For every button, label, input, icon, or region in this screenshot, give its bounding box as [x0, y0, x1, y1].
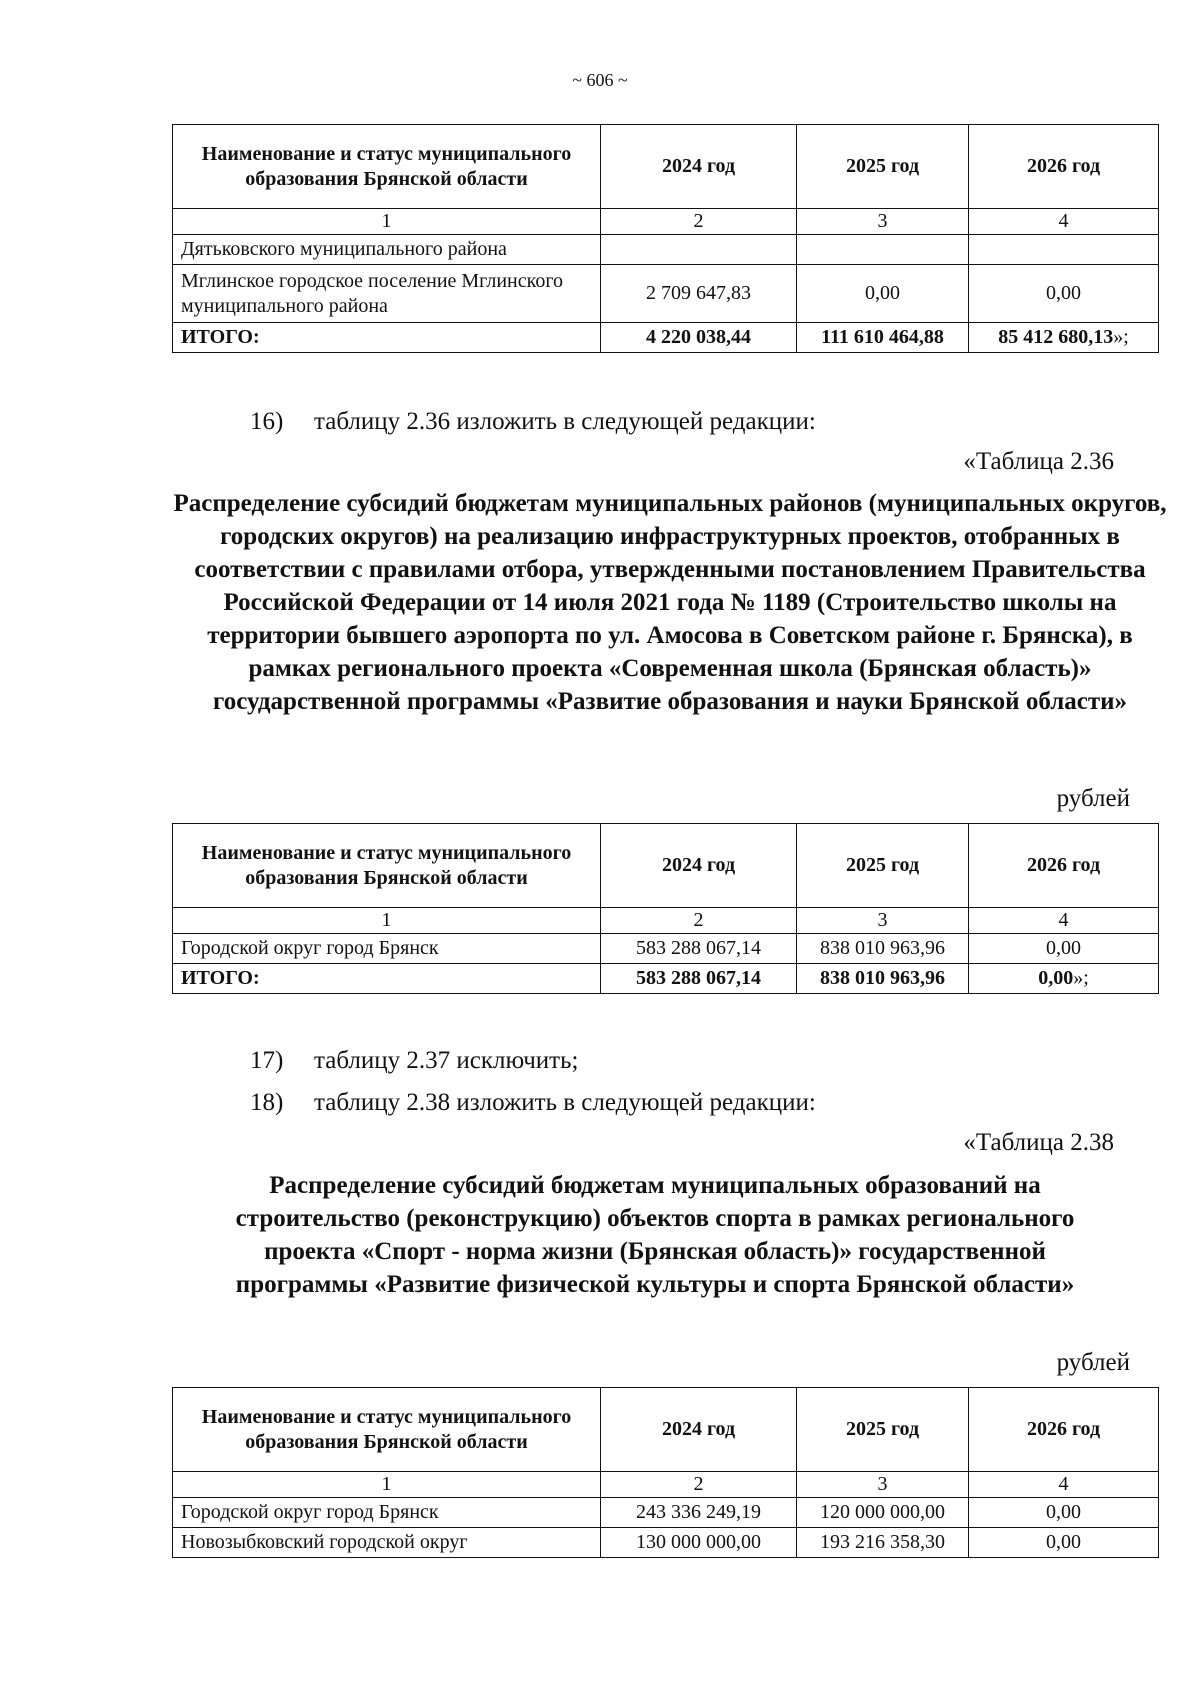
table-2-36-unit: рублей: [1056, 785, 1130, 812]
col-index: 2: [601, 908, 797, 934]
closing-quote: »;: [1113, 326, 1129, 348]
col-index: 2: [601, 209, 797, 235]
table-2-38-heading: Распределение субсидий бюджетам муниципальных образований на строительство (реконструкцию) объектов спорта в рамках регионального проекта «Спорт - норма жизни (Брянская область)» государственной программы «Развитие физической культуры и спорта Брянской области»: [235, 1172, 1075, 1298]
total-label: ИТОГО:: [173, 323, 601, 353]
total-2025: 111 610 464,88: [797, 323, 969, 353]
col-index: 3: [797, 209, 969, 235]
total-2026-value: 0,00: [1038, 967, 1074, 989]
col-index: 4: [969, 209, 1159, 235]
total-2024: 583 288 067,14: [601, 964, 797, 994]
item-16-number: 16): [250, 408, 284, 435]
total-2026-value: 85 412 680,13: [998, 326, 1114, 348]
col-index: 4: [969, 908, 1159, 934]
item-18-text: таблицу 2.38 изложить в следующей редакции:: [314, 1089, 816, 1116]
item-16-text: таблицу 2.36 изложить в следующей редакции:: [314, 408, 816, 435]
col-header-2024: 2024 год: [601, 125, 797, 209]
col-header-2024: 2024 год: [601, 824, 797, 908]
col-header-2024: 2024 год: [601, 1388, 797, 1472]
item-17-text: таблицу 2.37 исключить;: [314, 1047, 579, 1074]
row-value-2026: [969, 235, 1159, 265]
item-17: [250, 1047, 578, 1075]
row-value-2025: [797, 235, 969, 265]
table-2-36-heading: Распределение субсидий бюджетам муниципальных районов (муниципальных округов, городских округов) на реализацию инфраструктурных проектов, отобранных в соответствии с правилами отбора, утвержденными постановлением Правительства Российской Федерации от 14 июля 2021 года № 1189 (Строительство школы на территории бывшего аэропорта по ул. Амосова в Советском районе г. Брянска), в рамках регионального проекта «Современная школа (Брянская область)» государственной программы «Развитие образования и науки Брянской области»: [173, 490, 1167, 715]
row-value-2026: 0,00: [969, 934, 1159, 964]
row-value-2026: 0,00: [969, 1528, 1159, 1558]
table-row: [173, 1528, 1159, 1558]
table-row: [173, 265, 1159, 323]
table-2-38: [172, 1387, 1159, 1558]
table-top-continuation: [172, 124, 1159, 353]
row-name: Городской округ город Брянск: [173, 1498, 601, 1528]
row-value-2025: 193 216 358,30: [797, 1528, 969, 1558]
table-2-38-unit: рублей: [1056, 1349, 1130, 1376]
row-value-2025: 838 010 963,96: [797, 934, 969, 964]
table-row: [173, 235, 1159, 265]
col-index: 1: [173, 209, 601, 235]
col-header-name: Наименование и статус муниципального образования Брянской области: [173, 824, 601, 908]
col-header-2025: 2025 год: [797, 824, 969, 908]
row-value-2026: 0,00: [969, 265, 1159, 323]
page-number: ~ 606 ~: [572, 70, 628, 90]
col-header-name: Наименование и статус муниципального образования Брянской области: [173, 1388, 601, 1472]
total-2024: 4 220 038,44: [601, 323, 797, 353]
col-header-2025: 2025 год: [797, 1388, 969, 1472]
row-value-2024: 583 288 067,14: [601, 934, 797, 964]
row-value-2026: 0,00: [969, 1498, 1159, 1528]
col-index: 4: [969, 1472, 1159, 1498]
total-2025: 838 010 963,96: [797, 964, 969, 994]
row-value-2024: 2 709 647,83: [601, 265, 797, 323]
row-name: Новозыбковский городской округ: [173, 1528, 601, 1558]
col-index: 3: [797, 908, 969, 934]
total-label: ИТОГО:: [173, 964, 601, 994]
col-index: 1: [173, 1472, 601, 1498]
closing-quote: »;: [1073, 967, 1089, 989]
total-2026: [969, 964, 1159, 994]
item-18-number: 18): [250, 1089, 284, 1116]
col-header-2025: 2025 год: [797, 125, 969, 209]
total-row: [173, 323, 1159, 353]
total-2026: [969, 323, 1159, 353]
col-header-name: Наименование и статус муниципального образования Брянской области: [173, 125, 601, 209]
item-17-number: 17): [250, 1047, 284, 1074]
col-index: 3: [797, 1472, 969, 1498]
col-header-2026: 2026 год: [969, 125, 1159, 209]
table-2-38-label: «Таблица 2.38: [963, 1129, 1114, 1156]
row-value-2024: 130 000 000,00: [601, 1528, 797, 1558]
table-2-36-label: «Таблица 2.36: [963, 448, 1114, 475]
row-value-2024: 243 336 249,19: [601, 1498, 797, 1528]
item-18: [250, 1089, 816, 1117]
row-name: Дятьковского муниципального района: [173, 235, 601, 265]
row-name: Городской округ город Брянск: [173, 934, 601, 964]
table-2-36: [172, 823, 1159, 994]
col-index: 1: [173, 908, 601, 934]
row-value-2024: [601, 235, 797, 265]
total-row: [173, 964, 1159, 994]
col-header-2026: 2026 год: [969, 1388, 1159, 1472]
table-row: [173, 1498, 1159, 1528]
row-value-2025: 0,00: [797, 265, 969, 323]
col-header-2026: 2026 год: [969, 824, 1159, 908]
row-name: Мглинское городское поселение Мглинского муниципального района: [173, 265, 601, 323]
table-row: [173, 934, 1159, 964]
col-index: 2: [601, 1472, 797, 1498]
item-16: [250, 408, 816, 436]
row-value-2025: 120 000 000,00: [797, 1498, 969, 1528]
